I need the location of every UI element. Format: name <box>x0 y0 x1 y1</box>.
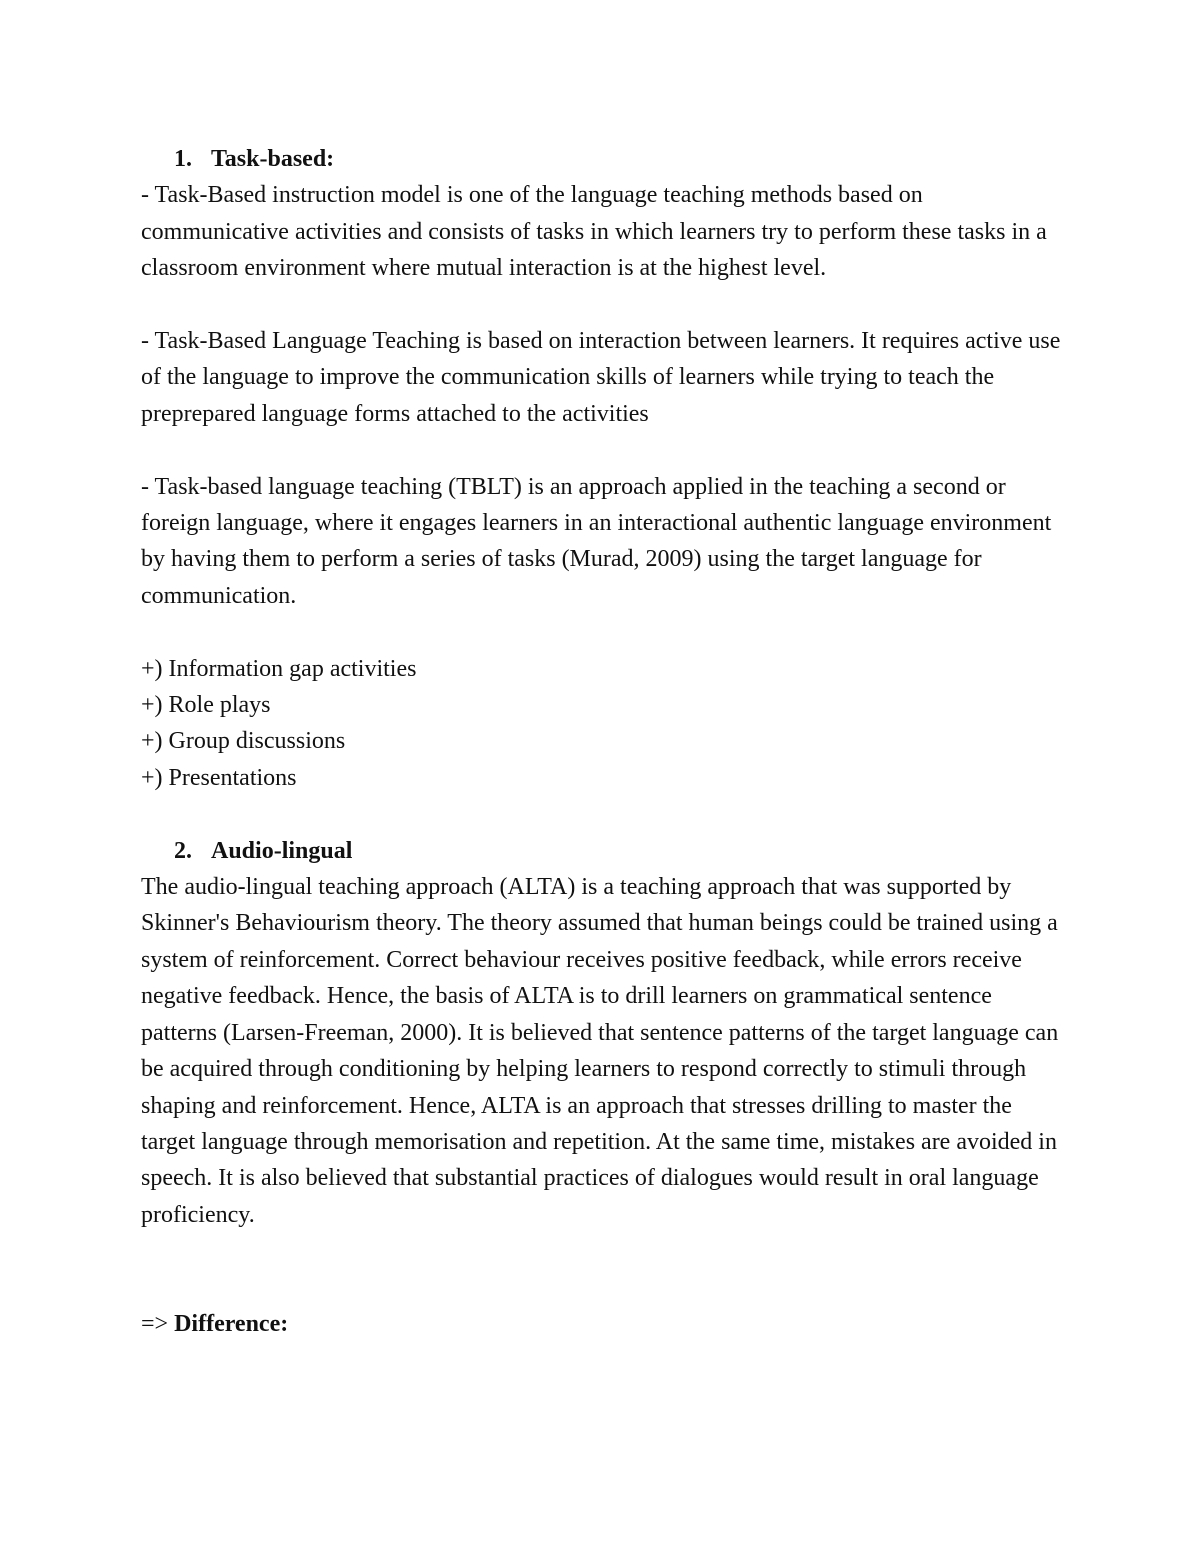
task-based-paragraph-3: - Task-based language teaching (TBLT) is an approach applied in the teaching a second or foreign language, where it engages learners in an interactional authentic language environment by having them to perform a series of tasks (Murad, 2009) using the target language for communication. <box>141 473 1052 609</box>
task-based-paragraph-1: - Task-Based instruction model is one of the language teaching methods based on communicative activities and consists of tasks in which learners try to perform these tasks in a classroom environment where mutual interaction is at the highest level. <box>141 182 1047 282</box>
activity-item: +) Role plays <box>141 692 271 719</box>
section-2-heading <box>141 833 1071 869</box>
task-based-paragraph-2: - Task-Based Language Teaching is based on interaction between learners. It requires active use of the language to improve the communication skills of learners while trying to teach the preprepared language forms attached to the activities <box>141 328 1061 427</box>
section-2-title: Audio-lingual <box>211 837 353 864</box>
difference-label: Difference: <box>174 1310 289 1337</box>
spacer <box>141 614 1071 650</box>
document-body <box>141 141 1071 1342</box>
activity-item: +) Information gap activities <box>141 655 417 682</box>
spacer <box>141 1233 1071 1306</box>
audio-lingual-paragraph: The audio-lingual teaching approach (ALTA) is a teaching approach that was supported by Skinner's Behaviourism theory. The theory assumed that human beings could be trained using a system of reinforcement. Correct behaviour receives positive feedback, while errors receive negative feedback. Hence, the basis of ALTA is to drill learners on grammatical sentence patterns (Larsen-Freeman, 2000). It is believed that sentence patterns of the target language can be acquired through conditioning by helping learners to respond correctly to stimuli through shaping and reinforcement. Hence, ALTA is an approach that stresses drilling to master the target language through memorisation and repetition. At the same time, mistakes are avoided in speech. It is also believed that substantial practices of dialogues would result in oral language proficiency. <box>141 874 1059 1228</box>
difference-heading <box>141 1306 1071 1342</box>
activity-item: +) Presentations <box>141 764 297 791</box>
section-1-title: Task-based: <box>211 146 335 172</box>
spacer <box>141 796 1071 832</box>
section-1-heading <box>141 141 1071 177</box>
activity-item: +) Group discussions <box>141 728 346 755</box>
section-1-number: 1. <box>174 146 192 172</box>
section-2-number: 2. <box>174 837 192 864</box>
activities-list <box>141 651 1071 797</box>
spacer <box>141 432 1071 468</box>
difference-prefix: => <box>141 1310 169 1337</box>
spacer <box>141 287 1071 323</box>
